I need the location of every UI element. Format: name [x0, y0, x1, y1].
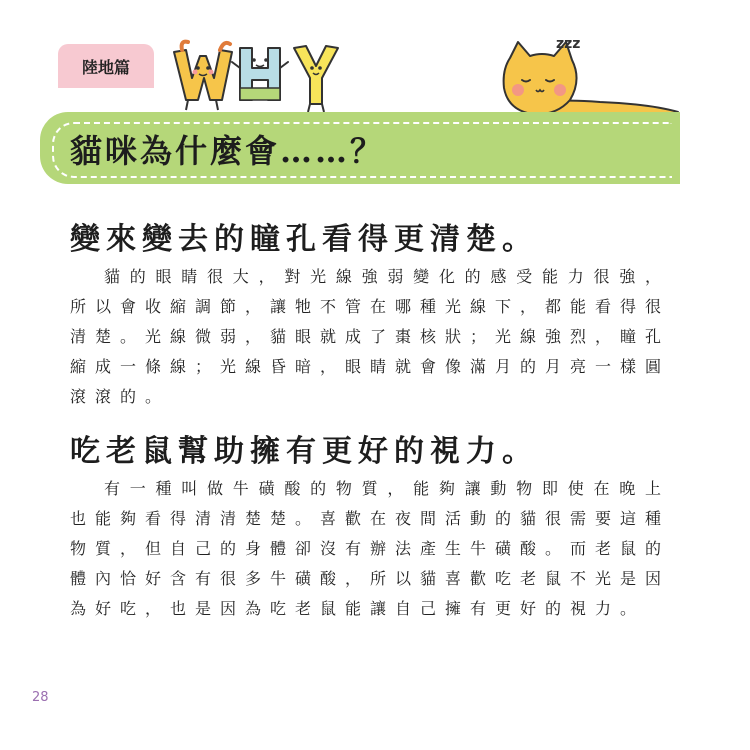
h-mascot-icon — [232, 48, 288, 100]
section-heading-1: 變來變去的瞳孔看得更清楚。 — [70, 222, 538, 257]
page-number: 28 — [32, 690, 49, 705]
y-mascot-icon — [294, 46, 338, 112]
section-heading-2: 吃老鼠幫助擁有更好的視力。 — [70, 434, 538, 469]
section-tab: 陸地篇 — [58, 44, 154, 88]
section-body-1: 貓的眼睛很大，對光線強弱變化的感受能力很強，所以會收縮調節，讓牠不管在哪種光線下，都能看得很清楚。光線微弱，貓眼就成了棗核狀；光線強烈，瞳孔縮成一條線；光線昏暗，眼睛就會像滿月的月亮一樣圓滾滾的。 — [70, 267, 671, 406]
page-title: 貓咪為什麼會……？ — [70, 132, 386, 170]
why-letter-mascots-icon — [168, 38, 348, 118]
sleep-zzz-text: zzz — [556, 36, 581, 52]
section-body-2: 有一種叫做牛磺酸的物質，能夠讓動物即使在晚上也能夠看得清清楚楚。喜歡在夜間活動的貓很需要這種物質，但自己的身體卻沒有辦法產生牛磺酸。而老鼠的體內恰好含有很多牛磺酸，所以貓喜歡吃老鼠不光是因為好吃，也是因為吃老鼠能讓自己擁有更好的視力。 — [70, 479, 671, 618]
w-mascot-icon — [174, 42, 232, 110]
